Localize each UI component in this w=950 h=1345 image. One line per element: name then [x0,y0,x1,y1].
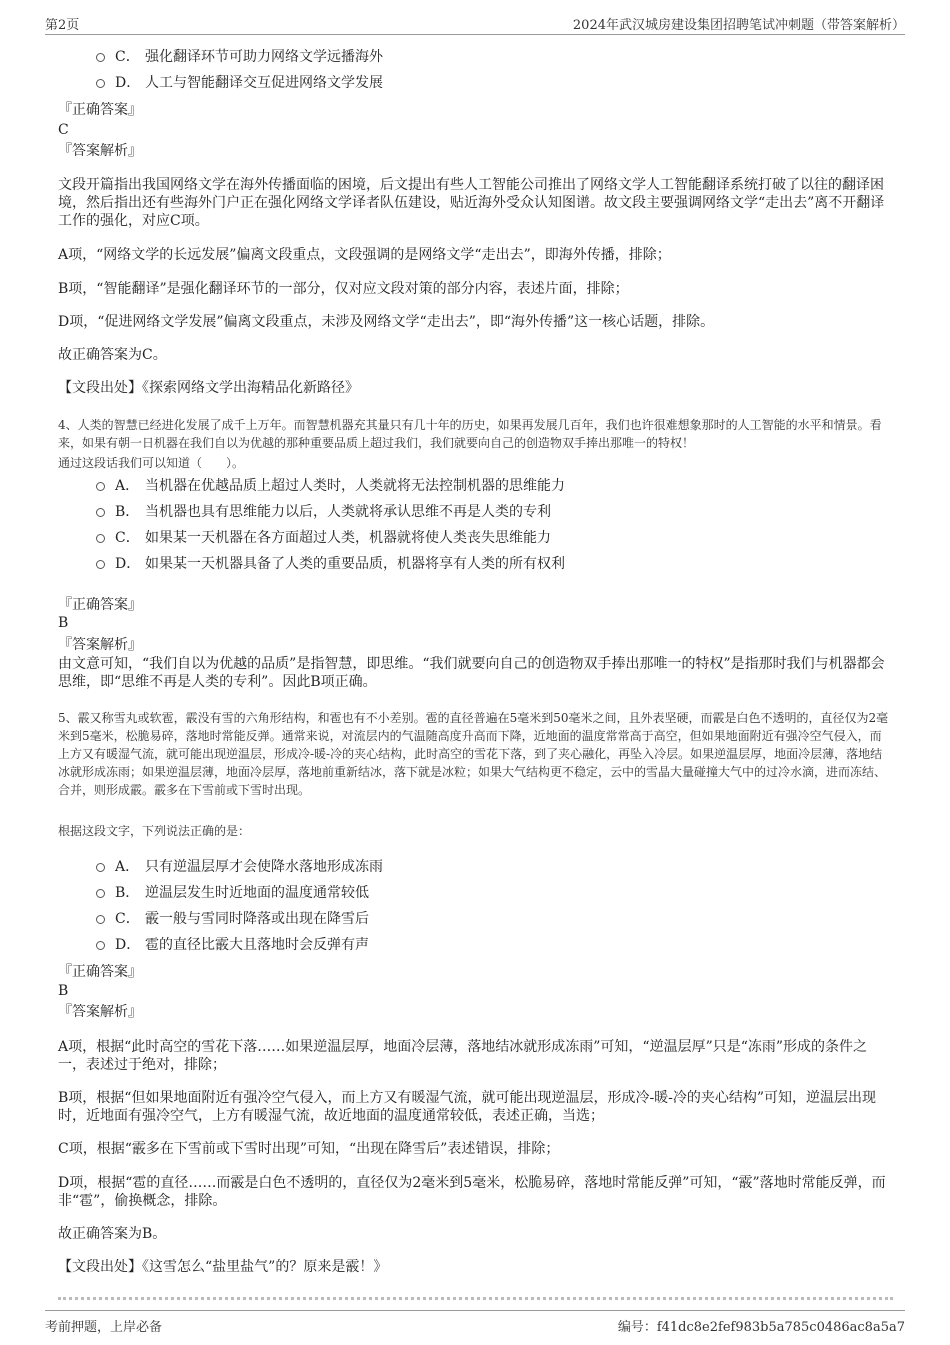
q4-answer-label: 『正确答案』 [58,597,142,613]
q4-option-d[interactable]: D． 如果某一天机器具备了人类的重要品质，机器将享有人类的所有权利 [96,555,565,573]
q5-option-a[interactable]: A． 只有逆温层厚才会使降水落地形成冻雨 [96,858,383,876]
document-code: 编号：f41dc8e2fef983b5a785c0486ac8a5a7 [617,1320,905,1335]
q5-option-c[interactable]: C． 霰一般与雪同时降落或出现在降雪后 [96,910,369,928]
q3-analysis-paragraph: A项，“网络文学的长远发展”偏离文段重点，文段强调的是网络文学“走出去”，即海外传播，排除； [58,247,671,263]
q3-source: 【文段出处】《探索网络文学出海精品化新路径》 [58,380,359,396]
q3-answer: C [58,122,69,138]
radio-icon[interactable] [96,863,105,872]
q5-analysis-paragraph: C项，根据“霰多在下雪前或下雪时出现”可知，“出现在降雪后”表述错误，排除； [58,1141,560,1157]
q3-analysis-label: 『答案解析』 [58,143,142,159]
radio-icon[interactable] [96,941,105,950]
q4-analysis-label: 『答案解析』 [58,637,142,653]
q5-option-b[interactable]: B． 逆温层发生时近地面的温度通常较低 [96,884,369,902]
q4-stem: 4、人类的智慧已经进化发展了成千上万年。而智慧机器充其量只有几十年的历史，如果再发展几百年，我们也许很难想象那时的人工智能的水平和情景。看来，如果有朝一日机器在我们自以为优越的那种重要品质上超过我们，我们就要向自己的创造物双手捧出那唯一的特权！ [58,418,882,450]
radio-icon[interactable] [96,915,105,924]
q3-analysis-paragraph: 故正确答案为C。 [58,347,167,363]
document-title: 2024年武汉城房建设集团招聘笔试冲刺题（带答案解析） [572,18,905,33]
q5-analysis-label: 『答案解析』 [58,1004,142,1020]
q5-source: 【文段出处】《这雪怎么“盐里盐气”的？原来是霰！》 [58,1259,388,1275]
q5-analysis-paragraph: D项，根据“雹的直径……而霰是白色不透明的，直径仅为2毫米到5毫米，松脆易碎，落地时常能反弹”可知，“霰”落地时常能反弹，而非“雹”，偷换概念，排除。 [58,1175,886,1209]
q4-answer: B [58,615,69,631]
q4-analysis: 由文意可知，“我们自以为优越的品质”是指智慧，即思维。“我们就要向自己的创造物双手捧出那唯一的特权”是指那时我们与机器都会思维，即“思维不再是人类的专利”。因此B项正确。 [58,656,885,690]
q5-option-d[interactable]: D． 雹的直径比霰大且落地时会反弹有声 [96,936,369,954]
radio-icon[interactable] [96,482,105,491]
radio-icon[interactable] [96,508,105,517]
q4-option-b[interactable]: B． 当机器也具有思维能力以后，人类就将承认思维不再是人类的专利 [96,503,551,521]
q4-question: 通过这段话我们可以知道（ ）。 [58,456,245,470]
next-question-cutoff [58,1296,893,1302]
q5-analysis-paragraph: B项，根据“但如果地面附近有强冷空气侵入，而上方又有暖湿气流，就可能出现逆温层，形成冷-暖-冷的夹心结构”可知，逆温层出现时，近地面有强冷空气，上方有暖湿气流，故近地面的温度通常较低，表述正确，当选； [58,1090,877,1124]
q3-analysis-paragraph: B项，“智能翻译”是强化翻译环节的一部分，仅对应文段对策的部分内容，表述片面，排除； [58,281,629,297]
q5-answer: B [58,983,69,999]
radio-icon[interactable] [96,889,105,898]
q4-option-a[interactable]: A． 当机器在优越品质上超过人类时，人类就将无法控制机器的思维能力 [96,477,565,495]
q5-question: 根据这段文字，下列说法正确的是： [58,824,251,838]
q5-stem: 5、霰又称雪丸或软雹，霰没有雪的六角形结构，和雹也有不小差别。雹的直径普遍在5毫米到50毫米之间，且外表坚硬，而霰是白色不透明的，直径仅为2毫米到5毫米，松脆易碎，落地时常能反弹。通常来说，对流层内的气温随高度升高而下降，近地面的温度常常高于高空，但如果地面附近有强冷空气侵入，而上方又有暖湿气流，就可能出现逆温层，形成冷-暖-冷的夹心结构，此时高空的雪花下落，到了夹心融化，再坠入冷层。如果逆温层厚，地面冷层薄，落地结冰就形成冻雨；如果逆温层薄，地面冷层厚，落地前重新结冰，落下就是冰粒；如果大气结构更不稳定，云中的雪晶大量碰撞大气中的过冷水滴，进而冻结、合并，则形成霰。霰多在下雪前或下雪时出现。 [58,711,889,797]
q5-answer-label: 『正确答案』 [58,964,142,980]
radio-icon[interactable] [96,560,105,569]
q3-option-d[interactable]: D． 人工与智能翻译交互促进网络文学发展 [96,74,383,92]
q3-analysis-paragraph: D项，“促进网络文学发展”偏离文段重点，未涉及网络文学“走出去”，即“海外传播”这一核心话题，排除。 [58,314,715,330]
page-number: 第2页 [45,18,80,33]
footer-slogan: 考前押题，上岸必备 [45,1320,163,1335]
q3-option-c[interactable]: C． 强化翻译环节可助力网络文学远播海外 [96,48,383,66]
q4-option-c[interactable]: C． 如果某一天机器在各方面超过人类，机器就将使人类丧失思维能力 [96,529,551,547]
q3-answer-label: 『正确答案』 [58,102,142,118]
q5-analysis-paragraph: 故正确答案为B。 [58,1226,167,1242]
radio-icon[interactable] [96,53,105,62]
q3-analysis-paragraph: 文段开篇指出我国网络文学在海外传播面临的困境，后文提出有些人工智能公司推出了网络文学人工智能翻译系统打破了以往的翻译困境，然后指出还有些海外门户正在强化网络文学译者队伍建设，贴近海外受众认知图谱。故文段主要强调网络文学“走出去”离不开翻译工作的强化，对应C项。 [58,177,885,229]
q5-analysis-paragraph: A项，根据“此时高空的雪花下落……如果逆温层厚，地面冷层薄，落地结冰就形成冻雨”可知，“逆温层厚”只是“冻雨”形成的条件之一，表述过于绝对，排除； [58,1039,868,1073]
radio-icon[interactable] [96,79,105,88]
page-header [45,14,905,35]
radio-icon[interactable] [96,534,105,543]
page-footer [45,1310,905,1335]
